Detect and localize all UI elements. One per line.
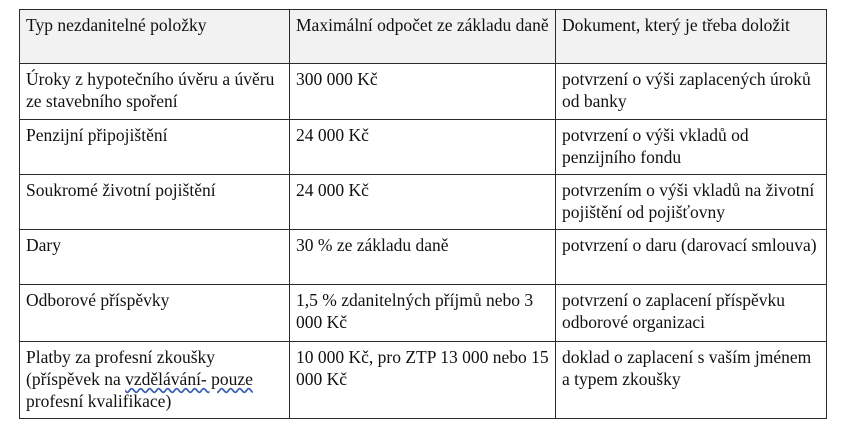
cell-item-type: Penzijní připojištění: [20, 120, 290, 175]
cell-item-type: Soukromé životní pojištění: [20, 175, 290, 230]
header-item-type: Typ nezdanitelné položky: [20, 10, 290, 64]
table-row: [20, 285, 827, 342]
table-header: [20, 10, 827, 64]
cell-item-type: Úroky z hypotečního úvěru a úvěru ze stavebního spoření: [20, 64, 290, 120]
table-row: [20, 230, 827, 285]
table-header-row: [20, 10, 827, 64]
cell-max-deduction: 24 000 Kč: [290, 175, 556, 230]
deductions-table: [19, 9, 827, 419]
header-document: Dokument, který je třeba doložit: [556, 10, 827, 64]
table-row: [20, 64, 827, 120]
table-body: [20, 64, 827, 419]
table-row: [20, 120, 827, 175]
cell-max-deduction: 300 000 Kč: [290, 64, 556, 120]
cell-document: potvrzení o daru (darovací smlouva): [556, 230, 827, 285]
cell-item-type-text-before: Platby za profesní zkoušky (příspěvek na: [26, 347, 216, 389]
cell-max-deduction: 10 000 Kč, pro ZTP 13 000 nebo 15 000 Kč: [290, 342, 556, 419]
cell-max-deduction: 24 000 Kč: [290, 120, 556, 175]
cell-document: potvrzení o zaplacení příspěvku odborové organizaci: [556, 285, 827, 342]
cell-document: potvrzení o výši vkladů od penzijního fondu: [556, 120, 827, 175]
table-row: [20, 175, 827, 230]
cell-item-type: [20, 342, 290, 419]
cell-item-type-text-after: profesní kvalifikace): [26, 391, 172, 411]
cell-max-deduction: 1,5 % zdanitelných příjmů nebo 3 000 Kč: [290, 285, 556, 342]
cell-document: doklad o zaplacení s vaším jménem a typem zkoušky: [556, 342, 827, 419]
cell-document: potvrzení o výši zaplacených úroků od banky: [556, 64, 827, 120]
spellcheck-underlined-text: vzdělávání- pouze: [125, 369, 253, 389]
table-row: [20, 342, 827, 419]
cell-item-type: Odborové příspěvky: [20, 285, 290, 342]
cell-item-type: Dary: [20, 230, 290, 285]
cell-document: potvrzením o výši vkladů na životní pojištění od pojišťovny: [556, 175, 827, 230]
header-max-deduction: Maximální odpočet ze základu daně: [290, 10, 556, 64]
cell-max-deduction: 30 % ze základu daně: [290, 230, 556, 285]
document-page: [19, 9, 827, 419]
